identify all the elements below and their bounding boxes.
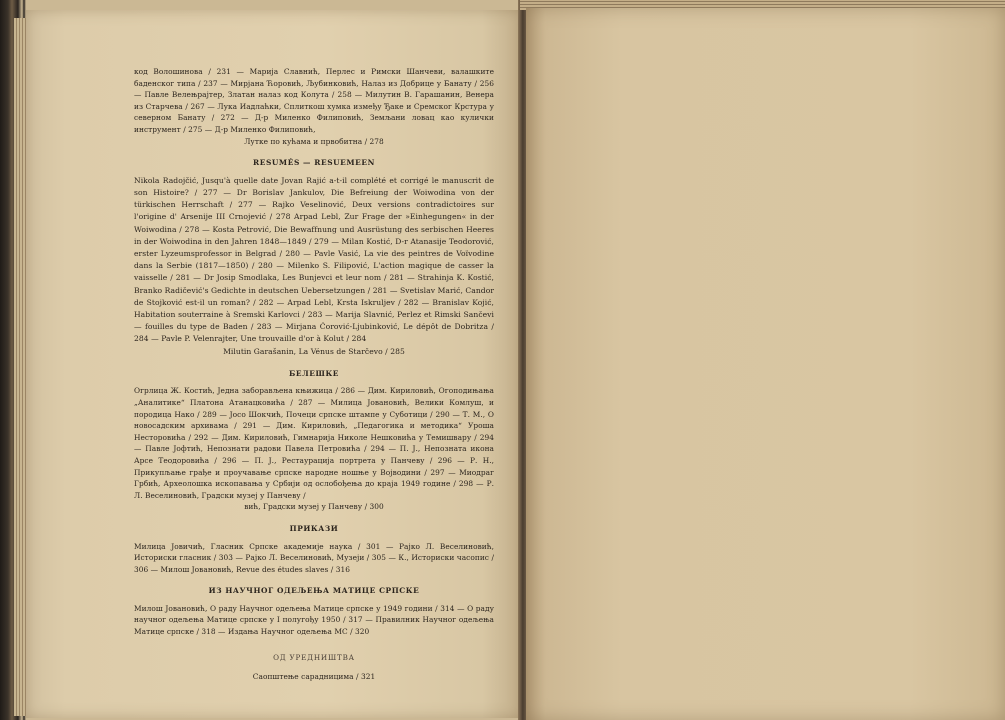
resumes-paragraph: Nikola Radojčić, Jusqu'à quelle date Jovan Rajić a-t-il complété et corrigé le manuscrit de son Histoire? / 277 — Dr Borislav Jankulov, Die Befreiung der Woiwodina von der türkischen Herrschaft / 277 — Rajko Veselinović, Deux versions contradictoires sur l'origine d' Arsenije III Crnojević / 278 Arpad Lebl, Zur Frage der »Einhegungen« in der Woiwodina / 278 — Kosta Petrović, Die Bewaffnung und Ausrüstung des serbischen Heeres in der Woiwodina in den Jahren 1848—1849 / 279 — Milan Kostić, D-r Atanasije Teodorović, erster Lyzeumsprofessor in Belgrad / 280 — Pavle Vasić, La vie des peintres de Voïvodine dans la Serbie (1817—1850) / 280 — Milenko S. Filipović, L'action magique de casser la vaisselle / 281 — Dr Josip Smodlaka, Les Bunjevci et leur nom / 281 — Strahinja K. Kostić, Branko Radičević's Gedichte in deutschen Uebersetzungen / 281 — Svetislav Marić, Candor de Stojković est-il un roman? / 282 — Arpad Lebl, Krsta Iskruljev / 282 — Branislav Kojić, Habitation souterraine à Sremski Karlovci / 283 — Marija Slavnić, Perlez et Rimski Sančevi — fouilles du type de Baden / 283 — Mirjana Ćorović-Ljubinković, Le dépôt de Dobritza / 284 — Pavle P. Velenrajter, Une trouvaille d'or à Kolut / 284 — [134, 175, 494, 344]
heading-naucno-odeljenje: ИЗ НАУЧНОГ ОДЕЉЕЊА МАТИЦЕ СРПСКЕ — [208, 586, 420, 596]
heading-prikazi: ПРИКАЗИ — [289, 523, 339, 533]
table-of-contents — [134, 66, 494, 683]
prikazi-paragraph: Милица Јовичић, Гласник Српске академије наука / 301 — Рајко Л. Веселиновић, Историски гласник / 303 — Рајко Л. Веселиновић, Музеји / 305 — К., Историски часопис / 306 — Милош Јовановић, Revue des études slaves / 316 — [134, 541, 494, 574]
beleske-paragraph: Огрлица Ж. Костић, Једна заборављена књижица / 286 — Дим. Кириловић, Огоподињања „Аналитике“ Платона Атанацковића / 287 — Милица Јовановић, Велики Комлуш, и породица Нако / 289 — Јосо Шокчић, Почеци српске штампе у Суботици / 290 — Т. М., О новосадским архивама / 291 — Дим. Кириловић, „Педагогика и методика“ Уроша Несторовића / 292 — Дим. Кириловић, Гимнарија Николе Нешковића у Темишвару / 294 — Павле Јофтић, Непознати радови Павела Петровића / 294 — П. Ј., Непозната икона Арсе Теодоровића / 296 — П. Ј., Рестаурација портрета у Панчеву / 296 — Р. Н., Прикупљање грађе и проучавање српске народне ношње у Војводини / 297 — Миодраг Грбић, Археолошка ископавања у Србији од ослобођења до краја 1949 године / 298 — Р. Л. Веселиновић, Градски музеј у Панчеву / — [134, 386, 494, 500]
toc-intro-paragraph: код Волошинова / 231 — Марија Славнић, Перлес и Римски Шанчеви, валашките баденског типа / 237 — Мирјана Ћоровић, Љубинковић, Налаз из Добрице у Банату / 256 — Павле Велењрајтер, Златан налаз код Колута / 258 — Милутин В. Гарашанин, Венера из Старчева / 267 — Лука Иадлаћки, Сплиткош хумка између Ђаке и Сремског Крстура у северном Банату / 272 — Д-р Миленко Филиповић, Земљани ловац као кулички инструмент / 275 — Д-р Миленко Филиповић, — [134, 67, 494, 134]
beleske-last-line: вић, Градски музеј у Панчеву / 300 — [244, 502, 384, 512]
resumes-last-line: Milutin Garašanin, La Vénus de Starčevo / 285 — [223, 346, 405, 356]
urednistvo-line: Саопштење сарадницима / 321 — [252, 672, 376, 682]
naucno-paragraph: Милош Јовановић, О раду Научног одељења Матице српске у 1949 години / 314 — О раду научног одељења Матице српске у I полугођу 1950 / 317 — Правилник Научног одељења Матице српске / 318 — Издања Научног одељења МС / 320 — [134, 603, 494, 637]
heading-beleske: БЕЛЕШКЕ — [288, 368, 340, 378]
toc-intro-last-line: Лутке по кућама и првобитна / 278 — [244, 136, 384, 146]
heading-urednistvo: ОД УРЕДНИШТВА — [273, 652, 355, 662]
right-page-blank — [526, 8, 1005, 720]
heading-resumes: RESUMÉS — RESUEMEEN — [252, 158, 376, 168]
